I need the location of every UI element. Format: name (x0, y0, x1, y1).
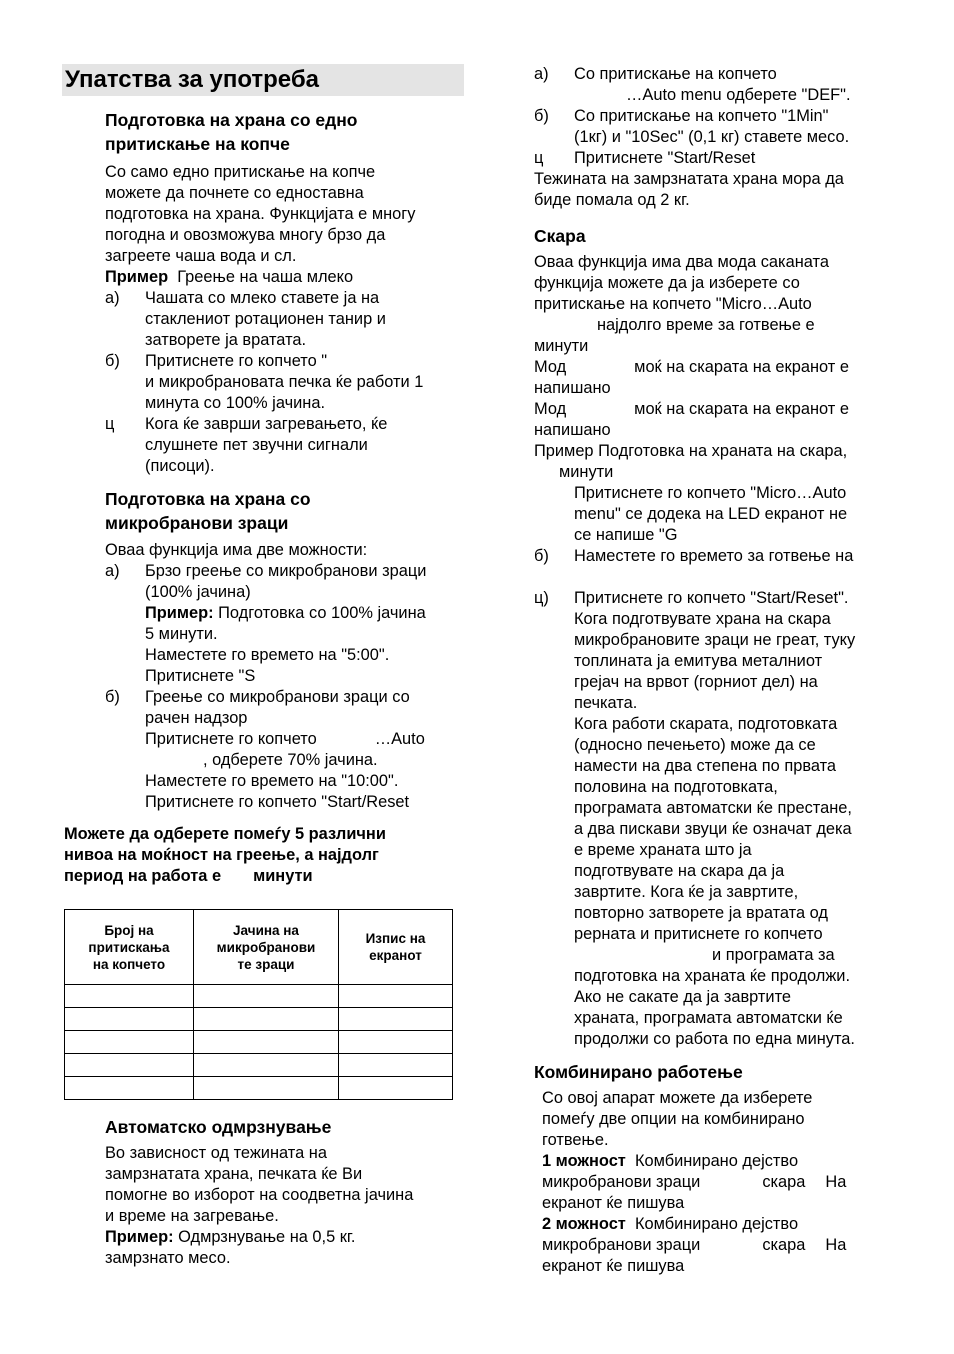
option-line: 1 можност Комбинирано дејство (542, 1152, 799, 1170)
table-cell (194, 985, 339, 1008)
paragraph-line: подготовка на храна. Функцијата е многу (105, 205, 416, 223)
list-item: ц Кога ќе заврши загревањето, ќе слушнете пет звучни сигнали (писоци). (105, 415, 388, 475)
paragraph-line: екранот ќе пишува (542, 1194, 685, 1212)
paragraph-line: минути (559, 463, 614, 481)
example-line: Пример Греење на чаша млеко (105, 268, 354, 286)
table-header-row (65, 910, 453, 985)
example-line: Пример Подготовка на храната на скара, (534, 442, 848, 460)
mode-line: Мод моќ на скарата на екранот е (534, 358, 849, 376)
table-row (65, 985, 453, 1008)
list-marker: а) (534, 65, 549, 83)
section-heading: Комбинирано работење (534, 1062, 743, 1082)
paragraph-line: Во зависност од тежината на (105, 1144, 327, 1162)
power-levels-table (64, 909, 453, 1100)
paragraph-line: погодна и овозможува многу брзо да (105, 226, 386, 244)
paragraph-line: биде помала од 2 кг. (534, 191, 690, 209)
list-item: ц Притиснете "Start/Reset (534, 149, 756, 167)
table-row (65, 1031, 453, 1054)
table-cell (65, 1077, 194, 1100)
list-item: а) Брзо греење со микробранови зраци (100% јачина) Пример: Подготовка со 100% јачина 5 минути. Наместете го времето на "5:00". Притиснете "S (105, 562, 427, 685)
paragraph-line: и време на загревање. (105, 1207, 279, 1225)
section-heading: Подготовка на храна со микробранови зраци (105, 489, 311, 533)
combined-body (534, 1088, 904, 1277)
table-cell (339, 985, 453, 1008)
table-cell (194, 1077, 339, 1100)
power-levels-note: Можете да одберете помеѓу 5 различни нивоа на моќност на греење, а најдолг период на работа е минути (64, 825, 386, 885)
paragraph-line: Со овој апарат можете да изберете (542, 1089, 813, 1107)
paragraph-line: загреете чаша вода и сл. (105, 247, 297, 265)
paragraph-line: напишано (534, 421, 611, 439)
option-line: микробранови зраци скара На (542, 1173, 847, 1191)
list-item: а) Со притискање на копчето …Auto menu одберете "DEF". (534, 65, 851, 104)
section-auto-defrost (105, 1115, 465, 1269)
table-cell (65, 1031, 194, 1054)
table-header-power: Јачина на микробранови те зраци (194, 910, 339, 985)
paragraph-line: Тежината на замрзнатата храна мора да (534, 170, 844, 188)
section-grill (534, 224, 904, 1050)
table-cell (194, 1031, 339, 1054)
example-line: Пример: Одмрзнување на 0,5 кг. (105, 1228, 356, 1246)
paragraph-line: Оваа функција има две можности: (105, 541, 368, 559)
section-microwave (105, 487, 465, 813)
table-header-display: Изпис на екранот (339, 910, 453, 985)
paragraph-line: помогне во изборот на соодветна јачина (105, 1186, 414, 1204)
list-marker: ц (534, 149, 544, 167)
list-marker: б) (105, 352, 120, 370)
option-line: 2 можност Комбинирано дејство (542, 1215, 799, 1233)
list-item: а) Чашата со млеко ставете ја на стаклениот ротационен танир и затворете ја вратата. (105, 289, 386, 349)
table-cell (339, 1054, 453, 1077)
paragraph-line: притискање на копчето "Micro…Auto (534, 295, 812, 313)
list-marker: а) (105, 289, 120, 307)
list-marker: а) (105, 562, 120, 580)
paragraph-line: Оваа функција има два мода саканата (534, 253, 829, 271)
table-cell (194, 1054, 339, 1077)
paragraph-line: најдолго време за готвење е (597, 316, 815, 334)
table-row (65, 1008, 453, 1031)
list-item: ц) Притиснете го копчето "Start/Reset". Кога подготвувате храна на скара микробрановите зраци не греат, туку топлината ја емитува металниот грејач на врвот (горниот дел) на печката. Кога работи скарата, подготовката (односно печењето) може да се намести на два степена по првата половина на подготовката, програмата автоматски ќе престане, а два пискави звуци ќе означат дека е време храната што ја подготвувате на скара да ја завртите. Кога ќе ја завртите, повторно затворете ја вратата од рерната и притиснете го копчето и програмата за подготовка на храната ќе продолжи. Ако не сакате да ја завртите храната, програмата автоматски ќе продолжи со работа по една минута. (534, 589, 856, 1048)
list-marker: б) (105, 688, 120, 706)
table-cell (339, 1008, 453, 1031)
table-row (65, 1054, 453, 1077)
section-heading: Подготовка на храна со едно притискање на копче (105, 110, 358, 154)
section-combined (534, 1060, 904, 1277)
list-marker: б) (534, 107, 549, 125)
paragraph-line: екранот ќе пишува (542, 1257, 685, 1275)
section-heading: Скара (534, 226, 586, 246)
section-heading: Автоматско одмрзнување (105, 1117, 332, 1137)
paragraph-line: замрзнато месо. (105, 1249, 231, 1267)
table-cell (339, 1077, 453, 1100)
table-cell (65, 985, 194, 1008)
table-cell (194, 1008, 339, 1031)
paragraph-line: минути (534, 337, 589, 355)
section-one-touch (105, 108, 465, 477)
table-cell (339, 1031, 453, 1054)
list-marker: б) (534, 547, 549, 565)
paragraph-line: Со само едно притискање на копче (105, 163, 376, 181)
paragraph-line: помеѓу две опции на комбинирано (542, 1110, 805, 1128)
table-header-presses: Број на притискања на копчето (65, 910, 194, 985)
defrost-steps (534, 64, 904, 211)
paragraph-line: можете да почнете со едноставна (105, 184, 364, 202)
table-row (65, 1077, 453, 1100)
paragraph-line: функција можете да ја изберете со (534, 274, 800, 292)
grill-step-a: Притиснете го копчето "Micro…Auto menu" се додека на LED екранот не се напише "G (574, 484, 848, 544)
list-marker: ц) (534, 589, 549, 607)
page-title: Упатства за употреба (62, 64, 464, 96)
paragraph-line: замрзнатата храна, печката ќе Ви (105, 1165, 363, 1183)
list-item: б) Греење со микробранови зраци со рачен надзор Притиснете го копчето …Auto , одберете 70% јачина. Наместете го времето на "10:00". Притиснете го копчето "Start/Reset (105, 688, 425, 811)
list-item: б) Наместете го времето за готвење на (534, 547, 854, 565)
option-line: микробранови зраци скара На (542, 1236, 847, 1254)
table-cell (65, 1054, 194, 1077)
list-item: б) Притиснете го копчето " и микробрановата печка ќе работи 1 минута со 100% јачина. (105, 352, 424, 412)
list-item: б) Со притискање на копчето "1Min" (1кг) и "10Sec" (0,1 кг) ставете месо. (534, 107, 850, 146)
list-marker: ц (105, 415, 115, 433)
paragraph-line: напишано (534, 379, 611, 397)
paragraph-line: готвење. (542, 1131, 609, 1149)
mode-line: Мод моќ на скарата на екранот е (534, 400, 849, 418)
table-cell (65, 1008, 194, 1031)
